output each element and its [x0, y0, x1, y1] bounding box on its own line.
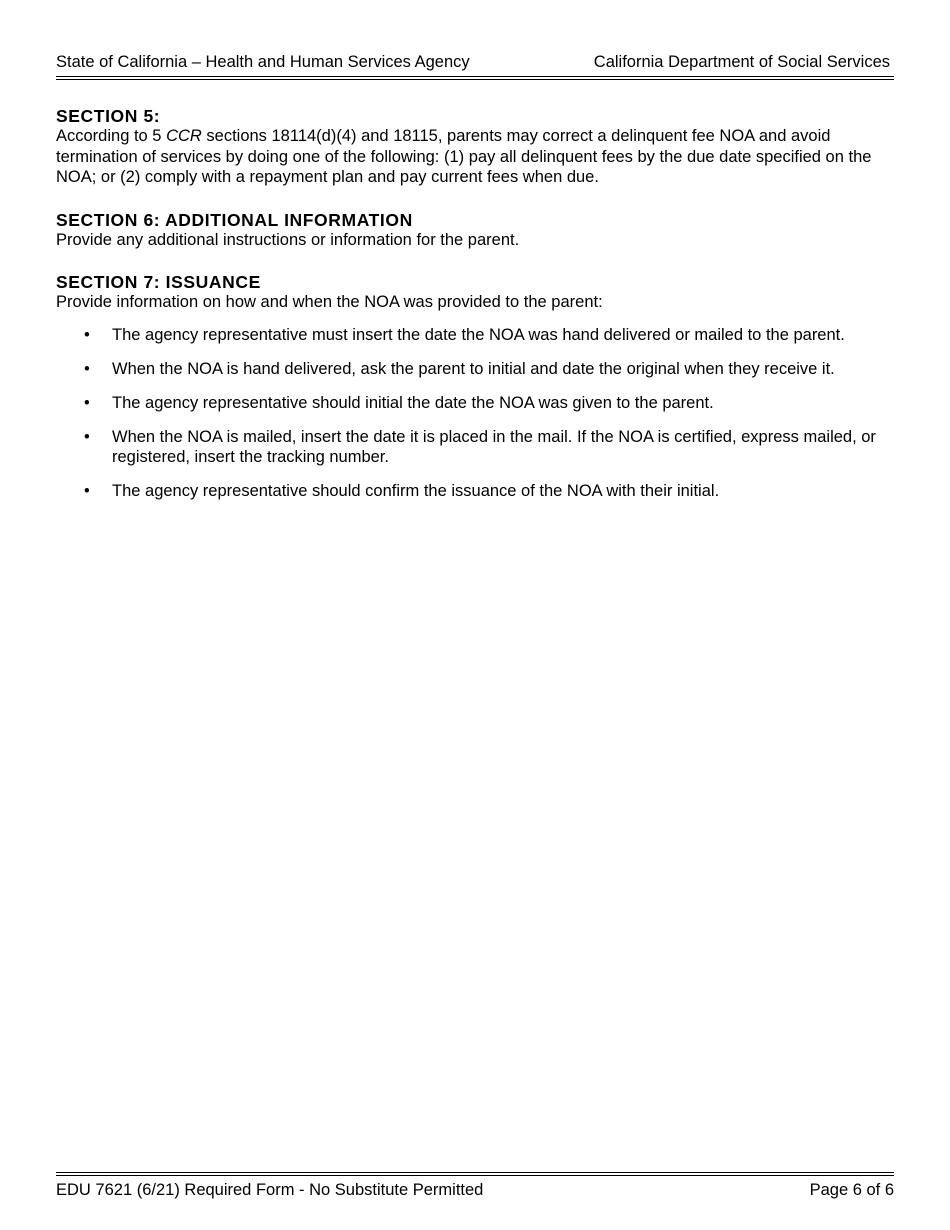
bullet-icon: •: [84, 427, 90, 446]
section-7-heading: SECTION 7: ISSUANCE: [56, 272, 261, 292]
issuance-bullet-list: [56, 325, 894, 502]
footer-form-id: EDU 7621 (6/21) Required Form - No Substitute Permitted: [56, 1181, 484, 1199]
footer-page-number: Page 6 of 6: [809, 1181, 894, 1199]
section-5-body-ccr: CCR: [166, 127, 202, 145]
list-item-text: When the NOA is hand delivered, ask the parent to initial and date the original when they receive it.: [112, 359, 835, 378]
list-item: [56, 481, 894, 502]
section-6-body: Provide any additional instructions or information for the parent.: [56, 230, 520, 249]
list-item-text: When the NOA is mailed, insert the date it is placed in the mail. If the NOA is certified, express mailed, or registered, insert the tracking number.: [112, 427, 876, 466]
section-7-body: Provide information on how and when the NOA was provided to the parent:: [56, 293, 603, 311]
header-rule-bottom: [56, 79, 894, 80]
header-agency: State of California – Health and Human Services Agency: [56, 53, 470, 71]
section-6-heading: SECTION 6: ADDITIONAL INFORMATION: [56, 209, 413, 230]
section-5-body: [56, 126, 894, 188]
bullet-icon: •: [84, 482, 90, 500]
section-5-heading: SECTION 5:: [56, 106, 161, 126]
section-7: [56, 272, 894, 502]
list-item-text: The agency representative must insert the date the NOA was hand delivered or mailed to the parent.: [112, 325, 845, 344]
footer-rule-bottom: [56, 1175, 894, 1176]
list-item: [56, 393, 894, 414]
section-5-body-part2: sections 18114(d)(4) and 18115, parents may correct a delinquent fee NOA and avoid termination of services by doing one of the following: (1) pay all delinquent fees by the due date specified on the NOA; or (2) comply with a repayment plan and pay current fees when due.: [56, 127, 872, 186]
page-header: [56, 50, 894, 76]
section-5-body-part1: According to 5: [56, 127, 167, 145]
list-item-text: The agency representative should confirm the issuance of the NOA with their initial.: [112, 482, 720, 500]
header-department: California Department of Social Services: [593, 53, 890, 71]
list-item-text: The agency representative should initial the date the NOA was given to the parent.: [112, 393, 714, 412]
section-5: [56, 106, 894, 188]
bullet-icon: •: [84, 393, 90, 412]
page-footer: [56, 1180, 894, 1200]
section-6: [56, 210, 894, 251]
list-item: [56, 325, 894, 346]
footer-rule-top: [56, 1172, 894, 1173]
header-rule-top: [56, 76, 894, 77]
page-content: [56, 106, 894, 515]
list-item: [56, 359, 894, 380]
bullet-icon: •: [84, 359, 90, 378]
list-item: [56, 427, 894, 468]
bullet-icon: •: [84, 325, 90, 344]
